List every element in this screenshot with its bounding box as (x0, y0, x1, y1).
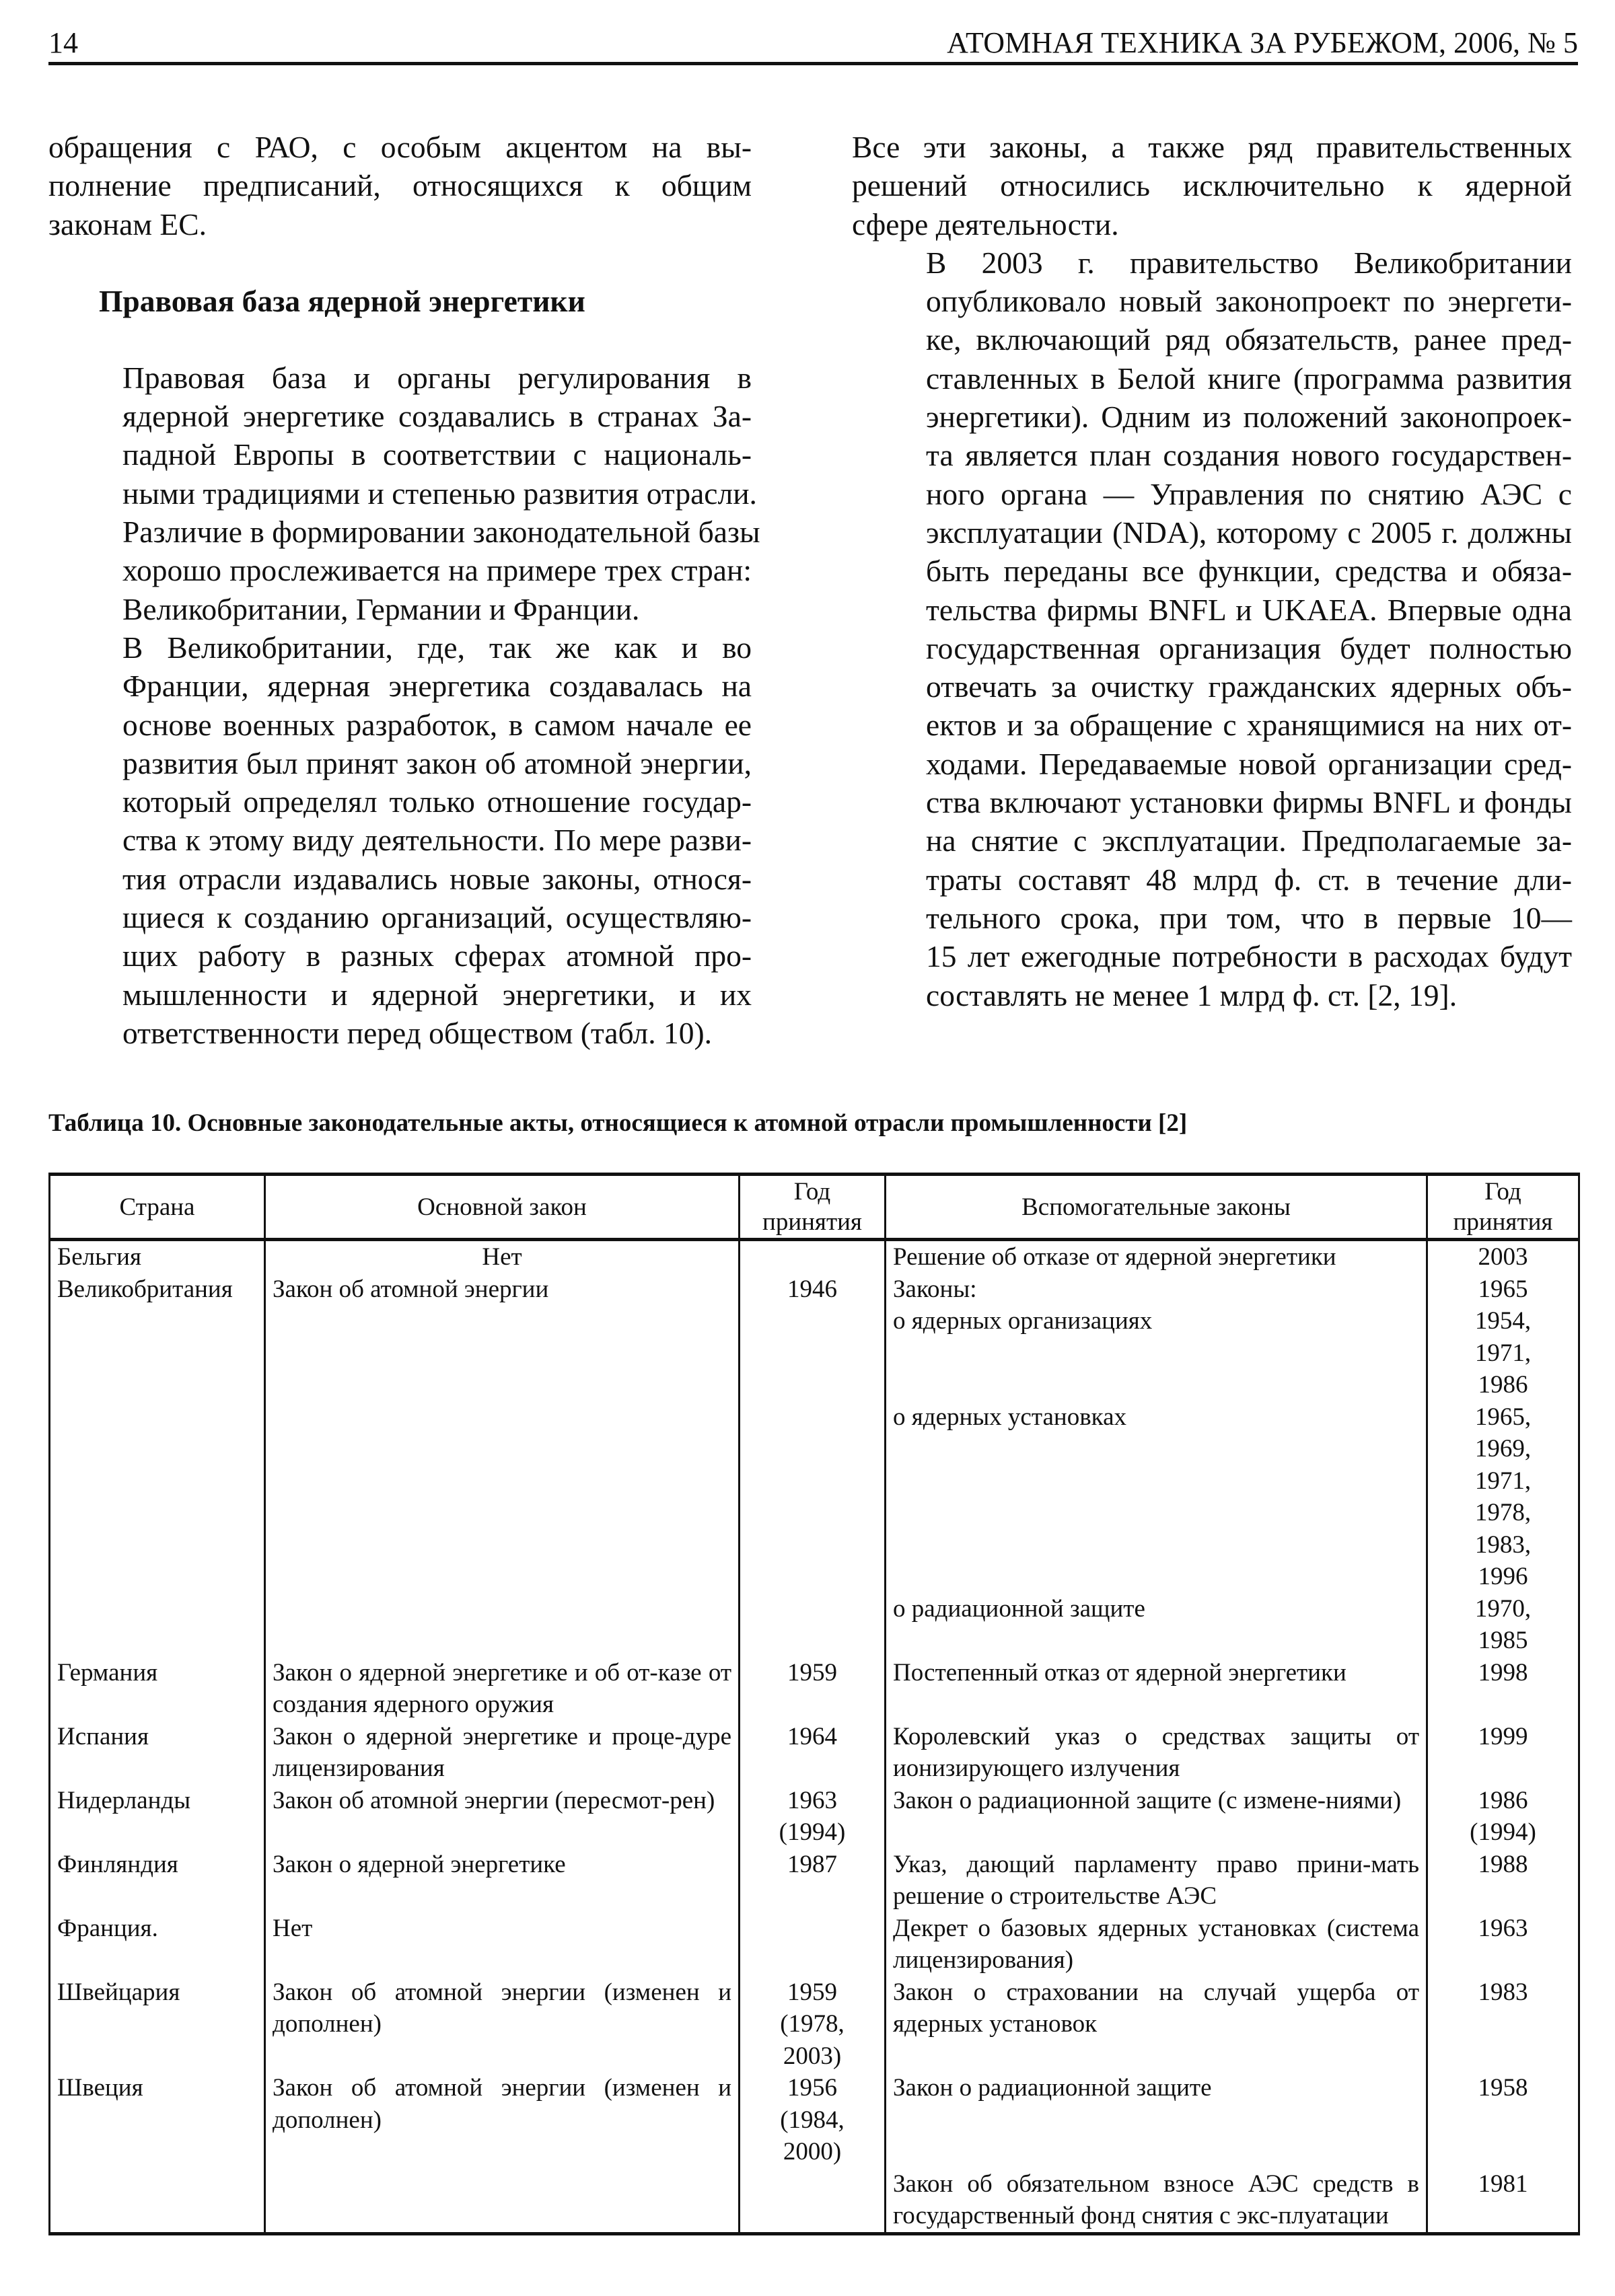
table-row (50, 1401, 1579, 1593)
paragraph (48, 628, 752, 1052)
text-line: тия отрасли издавались новые законы, относя- (122, 861, 752, 896)
cell-main-year: 1956 (1984, 2000) (740, 2072, 886, 2168)
cell-aux-year: 1970, 1985 (1427, 1593, 1579, 1657)
running-header (48, 20, 1578, 61)
text-line: Франции, ядерная энергетика создавалась на (122, 669, 752, 704)
cell-main-law: Нет (265, 1240, 740, 1273)
text-line: быть переданы все функции, средства и обяза- (926, 554, 1572, 589)
cell-main-year (740, 1401, 886, 1593)
journal-title: АТОМНАЯ ТЕХНИКА ЗА РУБЕЖОМ, 2006, № 5 (947, 26, 1578, 59)
cell-main-year (740, 1593, 886, 1657)
text-line: ке, включающий ряд обязательств, ранее пред- (926, 322, 1572, 357)
cell-main-year (740, 2168, 886, 2234)
cell-aux-law: Закон о радиационной защите (с измене-ниями) (886, 1785, 1427, 1849)
table-body (50, 1240, 1579, 2234)
cell-aux-year: 1965, 1969, 1971, 1978, 1983, 1996 (1427, 1401, 1579, 1593)
text-line: В Великобритании, где, так же как и во (122, 630, 752, 665)
table-row (50, 1976, 1579, 2073)
header-aux-year: Год принятия (1427, 1175, 1579, 1240)
text-line: законам ЕС. (48, 207, 207, 242)
text-line: основе военных разработок, в самом начале ее (122, 707, 752, 742)
header-country: Страна (50, 1175, 265, 1240)
cell-country (50, 2168, 265, 2234)
cell-main-year: 1959 (1978, 2003) (740, 1976, 886, 2073)
text-line: Все эти законы, а также ряд правительственных (852, 130, 1572, 164)
cell-aux-year: 1958 (1427, 2072, 1579, 2168)
table-row (50, 1657, 1579, 1721)
table-caption: Таблица 10. Основные законодательные акты, относящиеся к атомной отрасли промышленности [2] (48, 1109, 1188, 1137)
cell-main-law: Нет (265, 1913, 740, 1976)
cell-main-law: Закон о ядерной энергетике (265, 1849, 740, 1913)
cell-aux-year: 1983 (1427, 1976, 1579, 2073)
cell-country: Швейцария (50, 1976, 265, 2073)
cell-country (50, 1305, 265, 1401)
cell-country: Франция. (50, 1913, 265, 1976)
table-row (50, 1305, 1579, 1401)
text-line: отвечать за очистку гражданских ядерных объ- (926, 669, 1572, 704)
table-row (50, 1273, 1579, 1306)
cell-main-year: 1946 (740, 1273, 886, 1306)
text-line: эксплуатации (NDA), которому с 2005 г. должны (926, 515, 1572, 550)
text-line: развития был принят закон об атомной энергии, (122, 745, 752, 780)
text-line: траты составят 48 млрд ф. ст. в течение дли- (926, 862, 1572, 897)
paragraph (852, 128, 1572, 244)
cell-country: Германия (50, 1657, 265, 1721)
cell-aux-year: 1999 (1427, 1721, 1579, 1785)
text-line: тельства фирмы BNFL и UKAEA. Впервые одна (926, 592, 1572, 627)
text-line: ставленных в Белой книге (программа развития (926, 361, 1572, 396)
cell-aux-year: 2003 (1427, 1240, 1579, 1273)
cell-country: Бельгия (50, 1240, 265, 1273)
cell-aux-law: Королевский указ о средствах защиты от ионизирующего излучения (886, 1721, 1427, 1785)
header-rule (48, 62, 1578, 65)
cell-aux-law: Декрет о базовых ядерных установках (система лицензирования) (886, 1913, 1427, 1976)
text-line: щих работу в разных сферах атомной про- (122, 938, 752, 973)
section-heading: Правовая база ядерной энергетики (99, 283, 585, 318)
text-line: падной Европы в соответствии с националь- (122, 437, 752, 472)
text-line: обращения с РАО, с особым акцентом на вы- (48, 130, 752, 164)
text-line: ответственности перед обществом (табл. 10). (122, 1015, 713, 1050)
text-line: ядерной энергетике создавались в странах За- (122, 399, 752, 434)
cell-aux-law: Закон о радиационной защите (886, 2072, 1427, 2168)
cell-aux-law: Указ, дающий парламенту право прини-мать решение о строительстве АЭС (886, 1849, 1427, 1913)
text-line: сфере деятельности. (852, 207, 1119, 242)
text-line: та является план создания нового государствен- (926, 438, 1572, 473)
cell-aux-law: Закон об обязательном взносе АЭС средств в государственный фонд снятия с экс-плуатации (886, 2168, 1427, 2234)
cell-main-year: 1959 (740, 1657, 886, 1721)
cell-main-law: Закон об атомной энергии (265, 1273, 740, 1306)
right-column (852, 128, 1572, 1014)
page-number: 14 (48, 26, 78, 59)
cell-aux-law: Законы: (886, 1273, 1427, 1306)
table-row (50, 2072, 1579, 2168)
paragraph (48, 359, 760, 628)
cell-country: Швеция (50, 2072, 265, 2168)
cell-aux-year: 1986 (1994) (1427, 1785, 1579, 1849)
cell-main-law (265, 1305, 740, 1401)
cell-aux-law: о радиационной защите (886, 1593, 1427, 1657)
table-row (50, 2168, 1579, 2234)
cell-main-law (265, 2168, 740, 2234)
cell-main-law: Закон об атомной энергии (изменен и дополнен) (265, 1976, 740, 2073)
header-main-year: Год принятия (740, 1175, 886, 1240)
text-line: Великобритании, Германии и Франции. (122, 591, 640, 626)
cell-aux-law: Решение об отказе от ядерной энергетики (886, 1240, 1427, 1273)
cell-main-law (265, 1401, 740, 1593)
cell-main-year (740, 1913, 886, 1976)
text-line: ектов и за обращение с хранящимися на них от- (926, 708, 1572, 743)
text-line: 15 лет ежегодные потребности в расходах будут (926, 939, 1572, 974)
cell-aux-year: 1981 (1427, 2168, 1579, 2234)
cell-aux-year: 1998 (1427, 1657, 1579, 1721)
cell-aux-year: 1963 (1427, 1913, 1579, 1976)
cell-main-law: Закон об атомной энергии (пересмот-рен) (265, 1785, 740, 1849)
text-line: ства к этому виду деятельности. По мере разви- (122, 823, 752, 858)
cell-country: Нидерланды (50, 1785, 265, 1849)
table-row (50, 1593, 1579, 1657)
cell-country: Испания (50, 1721, 265, 1785)
text-line: хорошо прослеживается на примере трех стран: (122, 553, 752, 588)
text-line: который определял только отношение государ- (122, 784, 752, 819)
text-line: государственная организация будет полностью (926, 630, 1572, 665)
header-main-law: Основной закон (265, 1175, 740, 1240)
cell-country: Финляндия (50, 1849, 265, 1913)
text-line: полнение предписаний, относящихся к общим (48, 168, 752, 203)
paragraph (852, 244, 1572, 1014)
continued-paragraph (48, 128, 752, 244)
cell-aux-year: 1965 (1427, 1273, 1579, 1306)
cell-main-year: 1963 (1994) (740, 1785, 886, 1849)
text-line: энергетики). Одним из положений законопроек- (926, 400, 1572, 435)
text-line: тельного срока, при том, что в первые 10— (926, 900, 1572, 935)
cell-main-law: Закон о ядерной энергетике и проце-дуре лицензирования (265, 1721, 740, 1785)
table-row (50, 1721, 1579, 1785)
table-row (50, 1913, 1579, 1976)
table-row (50, 1849, 1579, 1913)
header-aux-laws: Вспомогательные законы (886, 1175, 1427, 1240)
text-line: мышленности и ядерной энергетики, и их (122, 977, 752, 1012)
cell-country (50, 1401, 265, 1593)
text-line: В 2003 г. правительство Великобритании (926, 245, 1572, 280)
text-line: составлять не менее 1 млрд ф. ст. [2, 19]. (926, 977, 1458, 1012)
cell-aux-year: 1954, 1971, 1986 (1427, 1305, 1579, 1401)
table-row (50, 1240, 1579, 1273)
cell-aux-law: Закон о страховании на случай ущерба от ядерных установок (886, 1976, 1427, 2073)
cell-main-year: 1964 (740, 1721, 886, 1785)
text-line: опубликовало новый законопроект по энергети- (926, 284, 1572, 319)
text-line: ными традициями и степенью развития отрасли. (122, 476, 757, 511)
cell-country: Великобритания (50, 1273, 265, 1306)
text-line: ного органа — Управления по снятию АЭС с (926, 476, 1572, 511)
cell-main-law: Закон о ядерной энергетике и об от-казе от создания ядерного оружия (265, 1657, 740, 1721)
cell-aux-law: о ядерных организациях (886, 1305, 1427, 1401)
text-line: Различие в формировании законодательной базы (122, 515, 760, 550)
cell-main-year (740, 1240, 886, 1273)
cell-main-year (740, 1305, 886, 1401)
cell-main-law (265, 1593, 740, 1657)
table-header-row (50, 1175, 1579, 1240)
cell-aux-year: 1988 (1427, 1849, 1579, 1913)
cell-country (50, 1593, 265, 1657)
cell-aux-law: о ядерных установках (886, 1401, 1427, 1593)
text-line: ства включают установки фирмы BNFL и фонды (926, 785, 1572, 820)
text-line: ходами. Передаваемые новой организации сред- (926, 746, 1572, 781)
left-column (48, 128, 760, 1052)
cell-main-year: 1987 (740, 1849, 886, 1913)
legislation-table (48, 1173, 1580, 2235)
cell-main-law: Закон об атомной энергии (изменен и дополнен) (265, 2072, 740, 2168)
text-line: щиеся к созданию организаций, осуществляю- (122, 900, 752, 935)
text-line: на снятие с эксплуатации. Предполагаемые за- (926, 823, 1572, 858)
cell-aux-law: Постепенный отказ от ядерной энергетики (886, 1657, 1427, 1721)
table-row (50, 1785, 1579, 1849)
text-line: Правовая база и органы регулирования в (122, 360, 752, 395)
text-line: решений относились исключительно к ядерной (852, 168, 1572, 203)
